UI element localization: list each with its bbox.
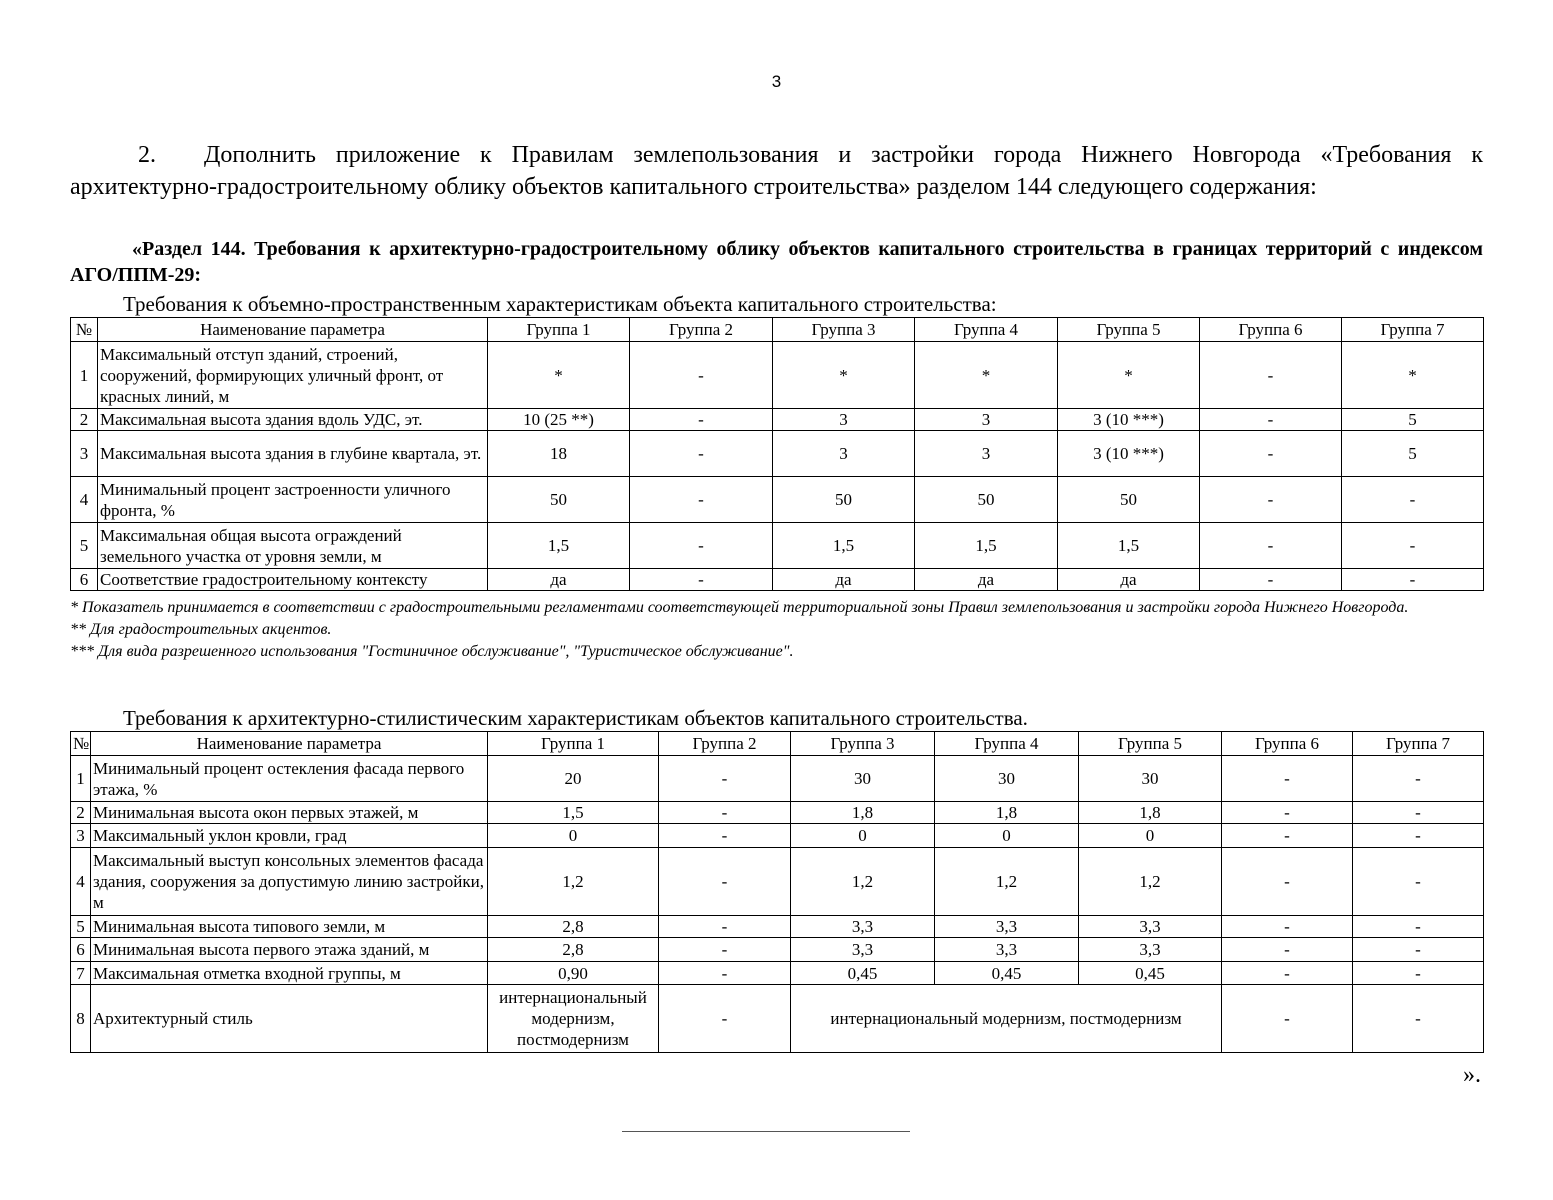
value-cell: -	[1200, 477, 1342, 523]
volume-spatial-table	[70, 317, 1484, 591]
value-cell: 1,8	[935, 802, 1079, 824]
value-cell: *	[1342, 342, 1484, 409]
section-heading: «Раздел 144. Требования к архитектурно-градостроительному облику объектов капитального строительства в границах территорий с индексом АГО/ППМ-29:	[70, 238, 1483, 286]
parameter-name: Минимальный процент застроенности уличного фронта, %	[98, 477, 488, 523]
value-cell: -	[1222, 916, 1353, 938]
parameter-name: Минимальная высота первого этажа зданий, м	[91, 938, 488, 962]
table1-caption: Требования к объемно-пространственным характеристикам объекта капитального строительства:	[123, 292, 997, 316]
value-cell: 10 (25 **)	[488, 409, 630, 431]
value-cell: 3	[773, 431, 915, 477]
value-cell: *	[1058, 342, 1200, 409]
value-cell: 1,5	[915, 523, 1058, 569]
value-cell: 0,45	[791, 962, 935, 985]
row-number: 4	[71, 848, 91, 916]
value-cell: -	[659, 824, 791, 848]
value-cell: -	[1222, 802, 1353, 824]
value-cell: -	[1222, 962, 1353, 985]
value-cell: -	[1222, 848, 1353, 916]
value-cell: -	[1222, 985, 1353, 1053]
value-cell: 3,3	[791, 916, 935, 938]
value-cell: -	[659, 848, 791, 916]
parameter-name: Максимальная общая высота ограждений земельного участка от уровня земли, м	[98, 523, 488, 569]
value-cell: -	[659, 962, 791, 985]
footnote: ** Для градостроительных акцентов.	[70, 621, 332, 638]
value-cell: 30	[1079, 756, 1222, 802]
bottom-rule	[622, 1131, 910, 1132]
value-cell: -	[1200, 409, 1342, 431]
table-row	[71, 916, 1484, 938]
value-cell: да	[488, 569, 630, 591]
row-number: 2	[71, 802, 91, 824]
value-cell: -	[659, 938, 791, 962]
page-number: 3	[771, 72, 782, 91]
paragraph-text: Дополнить приложение к Правилам землепользования и застройки города Нижнего Новгорода «Требования к архитектурно-градостроительному облику объектов капитального строительства» разделом 144 следующего содержания:	[70, 142, 1483, 200]
table2-header-cell: Группа 7	[1353, 732, 1484, 756]
closing-quote: ».	[1463, 1062, 1481, 1088]
value-cell: -	[659, 916, 791, 938]
value-cell: 50	[773, 477, 915, 523]
value-cell: да	[915, 569, 1058, 591]
value-cell: 1,5	[488, 523, 630, 569]
parameter-name: Максимальный уклон кровли, град	[91, 824, 488, 848]
value-cell: -	[630, 409, 773, 431]
value-cell: -	[630, 477, 773, 523]
table-row	[71, 962, 1484, 985]
value-cell: -	[1353, 916, 1484, 938]
table-row	[71, 523, 1484, 569]
parameter-name: Максимальная высота здания в глубине квартала, эт.	[98, 431, 488, 477]
value-cell: 0,45	[935, 962, 1079, 985]
value-cell: 0	[488, 824, 659, 848]
value-cell: -	[659, 756, 791, 802]
parameter-name: Максимальный выступ консольных элементов фасада здания, сооружения за допустимую линию застройки, м	[91, 848, 488, 916]
value-cell: -	[1222, 756, 1353, 802]
value-cell: 50	[1058, 477, 1200, 523]
table1-header-cell: Группа 5	[1058, 318, 1200, 342]
value-cell: 50	[915, 477, 1058, 523]
table-row	[71, 802, 1484, 824]
value-cell: 0,45	[1079, 962, 1222, 985]
value-cell: -	[1353, 802, 1484, 824]
table2-body	[71, 756, 1484, 985]
value-cell: 30	[791, 756, 935, 802]
row-number: 2	[71, 409, 98, 431]
table2-style-section	[71, 985, 1484, 1053]
value-cell: 1,2	[935, 848, 1079, 916]
value-cell: 3	[773, 409, 915, 431]
value-cell: 3,3	[1079, 938, 1222, 962]
table-row	[71, 938, 1484, 962]
value-cell: 1,8	[1079, 802, 1222, 824]
value-cell: *	[488, 342, 630, 409]
value-cell: -	[1222, 824, 1353, 848]
value-cell: да	[1058, 569, 1200, 591]
row-number: 4	[71, 477, 98, 523]
table-row	[71, 431, 1484, 477]
value-cell: -	[630, 342, 773, 409]
row-number: 6	[71, 569, 98, 591]
footnote: *** Для вида разрешенного использования "Гостиничное обслуживание", "Туристическое обслуживание".	[70, 643, 794, 660]
value-cell: -	[1353, 985, 1484, 1053]
value-cell: 5	[1342, 409, 1484, 431]
table1-header-cell: Наименование параметра	[98, 318, 488, 342]
value-cell: 18	[488, 431, 630, 477]
table2-header-row	[71, 732, 1484, 756]
table2-header-cell: Группа 6	[1222, 732, 1353, 756]
row-number: 8	[71, 985, 91, 1053]
paragraph-2	[70, 139, 1483, 203]
value-cell: -	[1342, 569, 1484, 591]
value-cell: -	[1353, 962, 1484, 985]
value-cell: 0,90	[488, 962, 659, 985]
table-row	[71, 985, 1484, 1053]
value-cell: 3,3	[1079, 916, 1222, 938]
parameter-name: Соответствие градостроительному контексту	[98, 569, 488, 591]
parameter-name: Максимальный отступ зданий, строений, сооружений, формирующих уличный фронт, от красных линий, м	[98, 342, 488, 409]
value-cell: 0	[791, 824, 935, 848]
value-cell: -	[1353, 824, 1484, 848]
value-cell: -	[1353, 938, 1484, 962]
row-number: 3	[71, 431, 98, 477]
value-cell: интернациональный модернизм, постмодернизм	[488, 985, 659, 1053]
value-cell: 50	[488, 477, 630, 523]
merged-value-cell: интернациональный модернизм, постмодернизм	[791, 985, 1222, 1053]
value-cell: 1,2	[488, 848, 659, 916]
table2-caption: Требования к архитектурно-стилистическим характеристикам объектов капитального строительства.	[123, 706, 1028, 730]
value-cell: 2,8	[488, 938, 659, 962]
parameter-name: Минимальная высота типового земли, м	[91, 916, 488, 938]
table-row	[71, 477, 1484, 523]
row-number: 1	[71, 342, 98, 409]
value-cell: -	[1353, 756, 1484, 802]
table-row	[71, 569, 1484, 591]
table2-header-cell: Группа 1	[488, 732, 659, 756]
value-cell: 1,5	[1058, 523, 1200, 569]
table2-header-cell: Наименование параметра	[91, 732, 488, 756]
value-cell: -	[1342, 523, 1484, 569]
parameter-name: Максимальная высота здания вдоль УДС, эт.	[98, 409, 488, 431]
table-row	[71, 756, 1484, 802]
value-cell: -	[1342, 477, 1484, 523]
table2-header-cell: №	[71, 732, 91, 756]
value-cell: -	[1200, 569, 1342, 591]
value-cell: -	[630, 431, 773, 477]
parameter-name: Максимальная отметка входной группы, м	[91, 962, 488, 985]
value-cell: 30	[935, 756, 1079, 802]
table1-header-cell: Группа 1	[488, 318, 630, 342]
parameter-name: Минимальный процент остекления фасада первого этажа, %	[91, 756, 488, 802]
value-cell: 3,3	[935, 938, 1079, 962]
value-cell: 3,3	[935, 916, 1079, 938]
value-cell: 1,8	[791, 802, 935, 824]
table-row	[71, 342, 1484, 409]
value-cell: *	[773, 342, 915, 409]
value-cell: 3	[915, 431, 1058, 477]
value-cell: 3 (10 ***)	[1058, 409, 1200, 431]
value-cell: -	[659, 985, 791, 1053]
footnotes	[70, 597, 1483, 663]
row-number: 5	[71, 523, 98, 569]
table1-body	[71, 342, 1484, 591]
value-cell: 0	[1079, 824, 1222, 848]
architectural-style-table	[70, 731, 1484, 1053]
table1-header-cell: Группа 2	[630, 318, 773, 342]
parameter-name: Минимальная высота окон первых этажей, м	[91, 802, 488, 824]
table1-header-cell: Группа 6	[1200, 318, 1342, 342]
value-cell: -	[630, 569, 773, 591]
value-cell: да	[773, 569, 915, 591]
table1-header-cell: Группа 7	[1342, 318, 1484, 342]
table2-header-cell: Группа 5	[1079, 732, 1222, 756]
table1-header-cell: №	[71, 318, 98, 342]
value-cell: -	[1222, 938, 1353, 962]
value-cell: 1,2	[791, 848, 935, 916]
table2-header-cell: Группа 4	[935, 732, 1079, 756]
table2-header-cell: Группа 2	[659, 732, 791, 756]
value-cell: 1,5	[773, 523, 915, 569]
parameter-name: Архитектурный стиль	[91, 985, 488, 1053]
table-row	[71, 848, 1484, 916]
table-row	[71, 409, 1484, 431]
value-cell: -	[1353, 848, 1484, 916]
value-cell: 3,3	[791, 938, 935, 962]
table2-header-cell: Группа 3	[791, 732, 935, 756]
row-number: 7	[71, 962, 91, 985]
table1-header-cell: Группа 3	[773, 318, 915, 342]
table1-header-row	[71, 318, 1484, 342]
value-cell: 1,2	[1079, 848, 1222, 916]
value-cell: 20	[488, 756, 659, 802]
paragraph-number: 2.	[138, 142, 156, 168]
value-cell: -	[659, 802, 791, 824]
value-cell: -	[1200, 431, 1342, 477]
value-cell: 0	[935, 824, 1079, 848]
value-cell: 1,5	[488, 802, 659, 824]
row-number: 3	[71, 824, 91, 848]
value-cell: 2,8	[488, 916, 659, 938]
value-cell: 5	[1342, 431, 1484, 477]
footnote: * Показатель принимается в соответствии с градостроительными регламентами соответствующей территориальной зоны Правил землепользования и застройки города Нижнего Новгорода.	[70, 599, 1409, 616]
value-cell: 3	[915, 409, 1058, 431]
value-cell: -	[1200, 523, 1342, 569]
value-cell: -	[1200, 342, 1342, 409]
table-row	[71, 824, 1484, 848]
value-cell: -	[630, 523, 773, 569]
row-number: 1	[71, 756, 91, 802]
row-number: 5	[71, 916, 91, 938]
value-cell: 3 (10 ***)	[1058, 431, 1200, 477]
row-number: 6	[71, 938, 91, 962]
table1-header-cell: Группа 4	[915, 318, 1058, 342]
value-cell: *	[915, 342, 1058, 409]
